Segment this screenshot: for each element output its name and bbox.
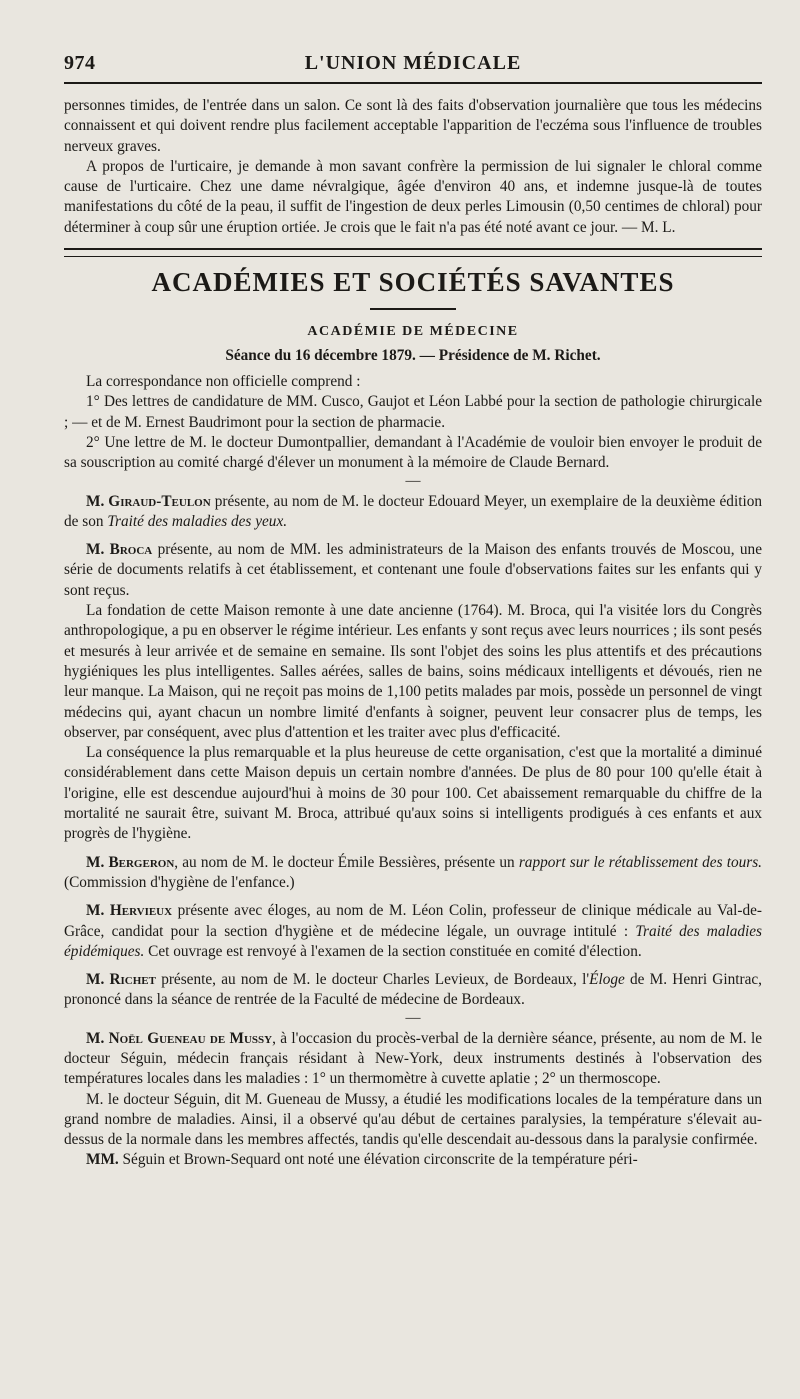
paragraph-text: , au nom de M. le docteur Émile Bessières, présente un: [174, 853, 519, 871]
paragraph-text: Séguin et Brown-Sequard ont noté une élévation circonscrite de la température péri-: [118, 1151, 638, 1169]
correspondance-item-2: 2° Une lettre de M. le docteur Dumontpallier, demandant à l'Académie de vouloir bien envoyer le produit de sa souscription au comité chargé d'élever un monument à la mémoire de Claude Bernard.: [64, 433, 762, 472]
paragraph-text: présente, au nom de MM. les administrateurs de la Maison des enfants trouvés de Moscou, une série de documents relatifs à cet établissement, et contenant une foule d'observations faites sur les enfants qui y sont reçus.: [64, 541, 762, 599]
speaker-name: M. Bergeron: [86, 853, 175, 871]
paragraph-richet: [64, 970, 762, 1011]
paragraph-text: présente, au nom de M. le docteur Charles Levieux, de Bordeaux, l': [155, 971, 590, 989]
eloge-title: Éloge: [589, 971, 625, 989]
report-title: rapport sur le rétablissement des tours.: [518, 853, 762, 871]
page-body: [64, 96, 762, 1171]
correspondance-intro: La correspondance non officielle comprend :: [86, 373, 361, 391]
session-line: Séance du 16 décembre 1879. — Présidence de M. Richet.: [225, 347, 601, 365]
subsection-title: ACADÉMIE DE MÉDECINE: [307, 324, 519, 340]
paragraph-gueneau: [64, 1029, 762, 1090]
intro-paragraph-2: A propos de l'urticaire, je demande à mon savant confrère la permission de lui signaler le chloral comme cause de l'urticaire. Chez une dame névralgique, âgée d'environ 40 ans, et indemne jusque-là de toutes manifestations du côté de la peau, il suffit de l'ingestion de deux perles Limousin (0,50 centimes de chloral) pour déterminer à coup sûr une éruption ortiée. Je crois que le fait n'a pas été noté avant ce jour. — M. L.: [64, 157, 762, 236]
separator-dash: —: [405, 472, 421, 489]
paragraph-fondation: La fondation de cette Maison remonte à une date ancienne (1764). M. Broca, qui l'a visitée lors du Congrès anthropologique, a pu en observer le régime intérieur. Les enfants y sont reçus avec leurs nourrices ; ils sont pesés et mesurés à leur arrivée et de semaine en semaine. Ils sont l'objet des soins les plus attentifs et des précautions hygiéniques les plus intelligentes. Salles aérées, salles de bains, soins médicaux intelligents et dévoués, rien ne leur manque. La Maison, qui ne reçoit pas moins de 1,100 petits malades par mois, possède un personnel de vingt médecins qui, ayant chacun un nombre limité d'enfants à soigner, peuvent leur consacrer plus de temps, les observer, par conséquent, avec plus d'attention et les traiter avec plus d'efficacité.: [64, 602, 762, 741]
paragraph-text: Cet ouvrage est renvoyé à l'examen de la section constituée en comité d'élection.: [144, 942, 642, 960]
intro-paragraph-1: personnes timides, de l'entrée dans un salon. Ce sont là des faits d'observation journalière que tous les médecins connaissent et qui doivent rendre plus facilement acceptable l'apparition de l'eczéma sous l'influence de troubles nerveux graves.: [64, 97, 762, 155]
paragraph-text: présente avec éloges, au nom de M. Léon Colin, professeur de clinique médicale au Val-de-Grâce, candidat pour la section d'hygiène et de médecine légale, un ouvrage intitulé :: [64, 902, 762, 940]
page-header: [64, 52, 762, 82]
paragraph-seguin: M. le docteur Séguin, dit M. Gueneau de Mussy, a étudié les modifications locales de la température dans un grand nombre de maladies. Ainsi, il a observé qu'au début de certaines paralysies, la température s'élevait au-dessus de la normale dans les membres affectés, tandis qu'elle descendait au-dessous dans la paralysie confirmée.: [64, 1090, 762, 1149]
speaker-name: M. Noël Gueneau de Mussy: [86, 1029, 273, 1047]
paragraph-last: [64, 1150, 762, 1170]
paragraph-giraud-teulon: [64, 492, 762, 533]
paragraph-hervieux: [64, 901, 762, 962]
paragraph-text: de M. Henri Gintrac, prononcé dans la séance de rentrée de la Faculté de médecine de Bordeaux.: [64, 971, 762, 1009]
page-number: 974: [64, 52, 96, 74]
speaker-name: M. Broca: [86, 541, 153, 559]
running-title: L'UNION MÉDICALE: [304, 52, 522, 74]
header-rule: [64, 82, 762, 84]
section-divider: [64, 248, 762, 257]
book-title: Traité des maladies des yeux.: [107, 512, 288, 530]
separator-dash: —: [405, 1009, 421, 1026]
correspondance-item-1: 1° Des lettres de candidature de MM. Cusco, Gaujot et Léon Labbé pour la section de pathologie chirurgicale ; — et de M. Ernest Baudrimont pour la section de pharmacie.: [64, 393, 762, 431]
section-title: ACADÉMIES ET SOCIÉTÉS SAVANTES: [151, 267, 675, 298]
paragraph-text: présente, au nom de M. le docteur Edouard Meyer, un exemplaire de la deuxième édition de son: [64, 492, 762, 530]
speaker-name: M. Richet: [86, 971, 156, 989]
paragraph-consequence: La conséquence la plus remarquable et la plus heureuse de cette organisation, c'est que la mortalité a diminué considérablement dans cette Maison depuis un certain nombre d'années. De plus de 80 pour 100 qu'elle était à l'origine, elle est descendue aujourd'hui à moins de 30 pour 100. Cet abaissement remarquable du chiffre de la mortalité ne saurait être, suivant M. Broca, attribué qu'aux soins si intelligents prodigués à ces enfants et aux progrès de l'hygiène.: [64, 744, 762, 843]
speaker-name: MM.: [86, 1151, 119, 1169]
book-title: Traité des maladies épidémiques.: [64, 922, 763, 960]
speaker-name: M. Hervieux: [86, 902, 173, 920]
paragraph-text: , à l'occasion du procès-verbal de la dernière séance, présente, au nom de M. le docteur Séguin, médecin français résidant à New-York, deux instruments destinés à l'observation des températures locales dans les maladies : 1° un thermomètre à cuvette aplatie ; 2° un thermoscope.: [64, 1029, 762, 1088]
paragraph-text: (Commission d'hygiène de l'enfance.): [64, 873, 295, 891]
paragraph-broca: [64, 540, 762, 601]
title-underline: [370, 308, 456, 310]
paragraph-bergeron: [64, 853, 762, 894]
speaker-name: M. Giraud-Teulon: [86, 492, 211, 510]
